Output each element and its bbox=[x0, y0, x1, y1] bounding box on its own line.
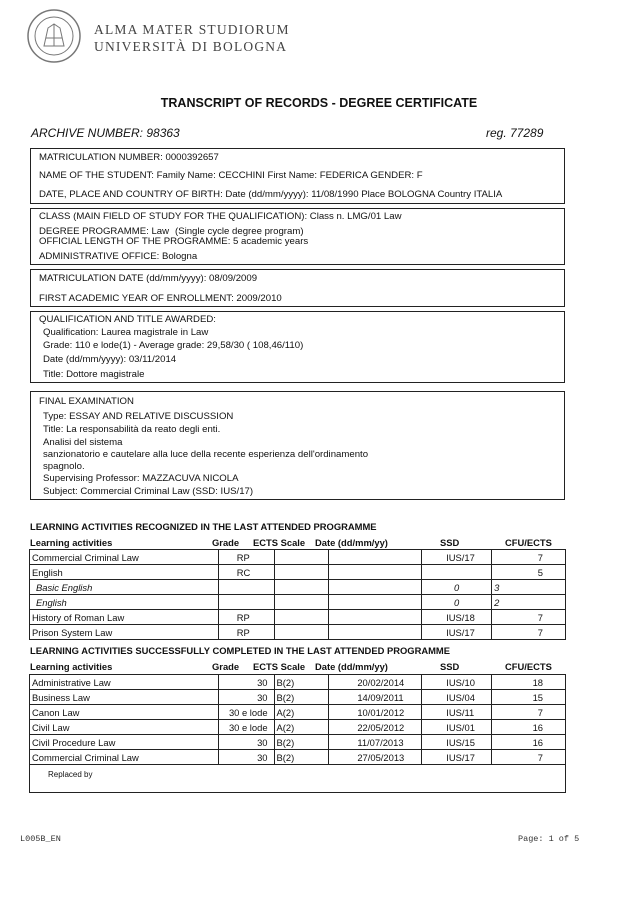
supervising-professor: Supervising Professor: MAZZACUVA NICOLA bbox=[43, 473, 239, 484]
cell-grade bbox=[218, 595, 274, 610]
cell-date: 14/09/2011 bbox=[329, 690, 422, 705]
cell-ssd: IUS/04 bbox=[422, 690, 492, 705]
cell-activity: Civil Procedure Law bbox=[30, 735, 219, 750]
matriculation-date: MATRICULATION DATE (dd/mm/yyyy): 08/09/2009 bbox=[39, 273, 258, 284]
class-box bbox=[30, 208, 565, 265]
cell-cfu: 18 bbox=[492, 675, 566, 690]
enrollment-box bbox=[30, 269, 565, 307]
completed-column-headers bbox=[0, 661, 638, 673]
programme-note: (Single cycle degree program) bbox=[175, 226, 304, 237]
cell-date bbox=[329, 550, 422, 565]
table-row bbox=[30, 610, 566, 625]
table-row bbox=[30, 735, 566, 750]
cell-ssd: IUS/10 bbox=[422, 675, 492, 690]
col-ects-scale: ECTS Scale bbox=[253, 537, 306, 548]
cell-date bbox=[329, 610, 422, 625]
cell-ects: A(2) bbox=[274, 720, 329, 735]
cell-grade: 30 e lode bbox=[218, 720, 274, 735]
cell-ects bbox=[274, 550, 329, 565]
cell-grade: RP bbox=[218, 610, 274, 625]
student-info-box bbox=[30, 148, 565, 204]
student-name: NAME OF THE STUDENT: Family Name: CECCHINI First Name: FEDERICA GENDER: F bbox=[39, 170, 423, 181]
cell-ssd: IUS/15 bbox=[422, 735, 492, 750]
cell-date: 22/05/2012 bbox=[329, 720, 422, 735]
col-ssd: SSD bbox=[440, 661, 460, 672]
cell-cfu: 16 bbox=[492, 735, 566, 750]
university-name-line1: ALMA MATER STUDIORUM bbox=[94, 22, 290, 37]
cell-grade: RP bbox=[218, 625, 274, 640]
cell-cfu: 7 bbox=[492, 550, 566, 565]
university-seal-icon bbox=[26, 8, 82, 64]
cell-grade: RP bbox=[218, 550, 274, 565]
cell-ects: B(2) bbox=[274, 690, 329, 705]
cell-ects: B(2) bbox=[274, 735, 329, 750]
matriculation-number: MATRICULATION NUMBER: 0000392657 bbox=[39, 152, 219, 163]
cell-date: 11/07/2013 bbox=[329, 735, 422, 750]
cell-ssd: IUS/17 bbox=[422, 625, 492, 640]
cell-activity: English bbox=[30, 595, 219, 610]
cell-date bbox=[329, 565, 422, 580]
cell-ects bbox=[274, 625, 329, 640]
cell-activity: Administrative Law bbox=[30, 675, 219, 690]
cell-ssd: IUS/11 bbox=[422, 705, 492, 720]
col-learning-activities: Learning activities bbox=[30, 661, 113, 672]
completed-table bbox=[29, 674, 566, 793]
cell-date: 20/02/2014 bbox=[329, 675, 422, 690]
qualification-name: Qualification: Laurea magistrale in Law bbox=[43, 327, 209, 338]
cell-cfu: 16 bbox=[492, 720, 566, 735]
final-exam-box bbox=[30, 391, 565, 500]
cell-grade: 30 bbox=[218, 750, 274, 765]
cell-activity: Prison System Law bbox=[30, 625, 219, 640]
cell-activity: Canon Law bbox=[30, 705, 219, 720]
cell-activity: Business Law bbox=[30, 690, 219, 705]
cell-date bbox=[329, 595, 422, 610]
final-exam-type: Type: ESSAY AND RELATIVE DISCUSSION bbox=[43, 411, 234, 422]
degree-programme: DEGREE PROGRAMME: Law bbox=[39, 226, 170, 237]
col-cfu: CFU/ECTS bbox=[505, 537, 552, 548]
cell-ects bbox=[274, 565, 329, 580]
cell-cfu: 7 bbox=[492, 750, 566, 765]
col-grade: Grade bbox=[212, 537, 240, 548]
cell-cfu: 7 bbox=[492, 625, 566, 640]
first-academic-year: FIRST ACADEMIC YEAR OF ENROLLMENT: 2009/2010 bbox=[39, 293, 282, 304]
cell-ssd: IUS/17 bbox=[422, 550, 492, 565]
table-row bbox=[30, 595, 566, 610]
qualification-box bbox=[30, 311, 565, 383]
university-name-line2: UNIVERSITÀ DI BOLOGNA bbox=[94, 39, 288, 54]
replaced-by-row bbox=[30, 765, 566, 793]
reg-number: reg. 77289 bbox=[486, 126, 544, 140]
page-number: Page: 1 of 5 bbox=[518, 834, 580, 844]
cell-ects bbox=[274, 595, 329, 610]
archive-number: ARCHIVE NUMBER: 98363 bbox=[31, 126, 180, 140]
table-row bbox=[30, 705, 566, 720]
cell-activity: Civil Law bbox=[30, 720, 219, 735]
cell-ssd bbox=[422, 565, 492, 580]
cell-ects bbox=[274, 580, 329, 595]
cell-grade: RC bbox=[218, 565, 274, 580]
table-row bbox=[30, 720, 566, 735]
col-grade: Grade bbox=[212, 661, 240, 672]
table-row bbox=[30, 675, 566, 690]
cell-date bbox=[329, 580, 422, 595]
cell-grade: 30 bbox=[218, 690, 274, 705]
cell-date: 27/05/2013 bbox=[329, 750, 422, 765]
final-exam-title-line1: Title: La responsabilità da reato degli enti. bbox=[43, 424, 221, 435]
qualification-grade: Grade: 110 e lode(1) - Average grade: 29,58/30 ( 108,46/110) bbox=[43, 340, 304, 351]
final-exam-title-line4: spagnolo. bbox=[43, 461, 85, 472]
table-row bbox=[30, 750, 566, 765]
col-ects-scale: ECTS Scale bbox=[253, 661, 306, 672]
final-exam-heading: FINAL EXAMINATION bbox=[39, 396, 134, 407]
cell-activity: History of Roman Law bbox=[30, 610, 219, 625]
table-row bbox=[30, 625, 566, 640]
recognized-column-headers bbox=[0, 537, 638, 549]
cell-cfu: 7 bbox=[492, 705, 566, 720]
cell-activity: Commercial Criminal Law bbox=[30, 550, 219, 565]
cell-activity: English bbox=[30, 565, 219, 580]
cell-ects: B(2) bbox=[274, 675, 329, 690]
qualification-date: Date (dd/mm/yyyy): 03/11/2014 bbox=[43, 354, 177, 365]
final-exam-title-line2: Analisi del sistema bbox=[43, 437, 123, 448]
final-exam-subject: Subject: Commercial Criminal Law (SSD: IUS/17) bbox=[43, 486, 254, 497]
final-exam-title-line3: sanzionatorio e cautelare alla luce della recente esperienza dell'ordinamento bbox=[43, 449, 369, 460]
table-row bbox=[30, 580, 566, 595]
cell-ssd: IUS/18 bbox=[422, 610, 492, 625]
recognized-table bbox=[29, 549, 566, 640]
col-date: Date (dd/mm/yy) bbox=[315, 661, 388, 672]
col-learning-activities: Learning activities bbox=[30, 537, 113, 548]
col-cfu: CFU/ECTS bbox=[505, 661, 552, 672]
class-field: CLASS (MAIN FIELD OF STUDY FOR THE QUALIFICATION): Class n. LMG/01 Law bbox=[39, 211, 402, 222]
col-date: Date (dd/mm/yy) bbox=[315, 537, 388, 548]
qualification-heading: QUALIFICATION AND TITLE AWARDED: bbox=[39, 314, 216, 325]
document-title: TRANSCRIPT OF RECORDS - DEGREE CERTIFICATE bbox=[160, 96, 478, 110]
table-row bbox=[30, 690, 566, 705]
completed-heading: LEARNING ACTIVITIES SUCCESSFULLY COMPLETED IN THE LAST ATTENDED PROGRAMME bbox=[30, 645, 450, 656]
administrative-office: ADMINISTRATIVE OFFICE: Bologna bbox=[39, 251, 198, 262]
table-row bbox=[30, 550, 566, 565]
programme-length: OFFICIAL LENGTH OF THE PROGRAMME: 5 academic years bbox=[39, 236, 309, 247]
cell-grade: 30 bbox=[218, 735, 274, 750]
cell-grade: 30 e lode bbox=[218, 705, 274, 720]
cell-cfu: 15 bbox=[492, 690, 566, 705]
cell-ssd: IUS/17 bbox=[422, 750, 492, 765]
cell-ssd: 0 bbox=[422, 595, 492, 610]
replaced-by-note: Replaced by bbox=[30, 765, 566, 793]
cell-date: 10/01/2012 bbox=[329, 705, 422, 720]
table-row bbox=[30, 565, 566, 580]
document-code: L005B_EN bbox=[20, 834, 61, 844]
qualification-title: Title: Dottore magistrale bbox=[43, 369, 145, 380]
cell-activity: Basic English bbox=[30, 580, 219, 595]
cell-ects: B(2) bbox=[274, 750, 329, 765]
cell-date bbox=[329, 625, 422, 640]
col-ssd: SSD bbox=[440, 537, 460, 548]
cell-ssd: IUS/01 bbox=[422, 720, 492, 735]
cell-cfu: 7 bbox=[492, 610, 566, 625]
cell-cfu: 3 bbox=[492, 580, 566, 595]
cell-cfu: 5 bbox=[492, 565, 566, 580]
recognized-heading: LEARNING ACTIVITIES RECOGNIZED IN THE LAST ATTENDED PROGRAMME bbox=[30, 521, 377, 532]
cell-grade bbox=[218, 580, 274, 595]
cell-activity: Commercial Criminal Law bbox=[30, 750, 219, 765]
cell-ssd: 0 bbox=[422, 580, 492, 595]
cell-ects bbox=[274, 610, 329, 625]
birth-info: DATE, PLACE AND COUNTRY OF BIRTH: Date (dd/mm/yyyy): 11/08/1990 Place BOLOGNA Country ITALIA bbox=[39, 189, 503, 200]
cell-grade: 30 bbox=[218, 675, 274, 690]
cell-ects: A(2) bbox=[274, 705, 329, 720]
cell-cfu: 2 bbox=[492, 595, 566, 610]
